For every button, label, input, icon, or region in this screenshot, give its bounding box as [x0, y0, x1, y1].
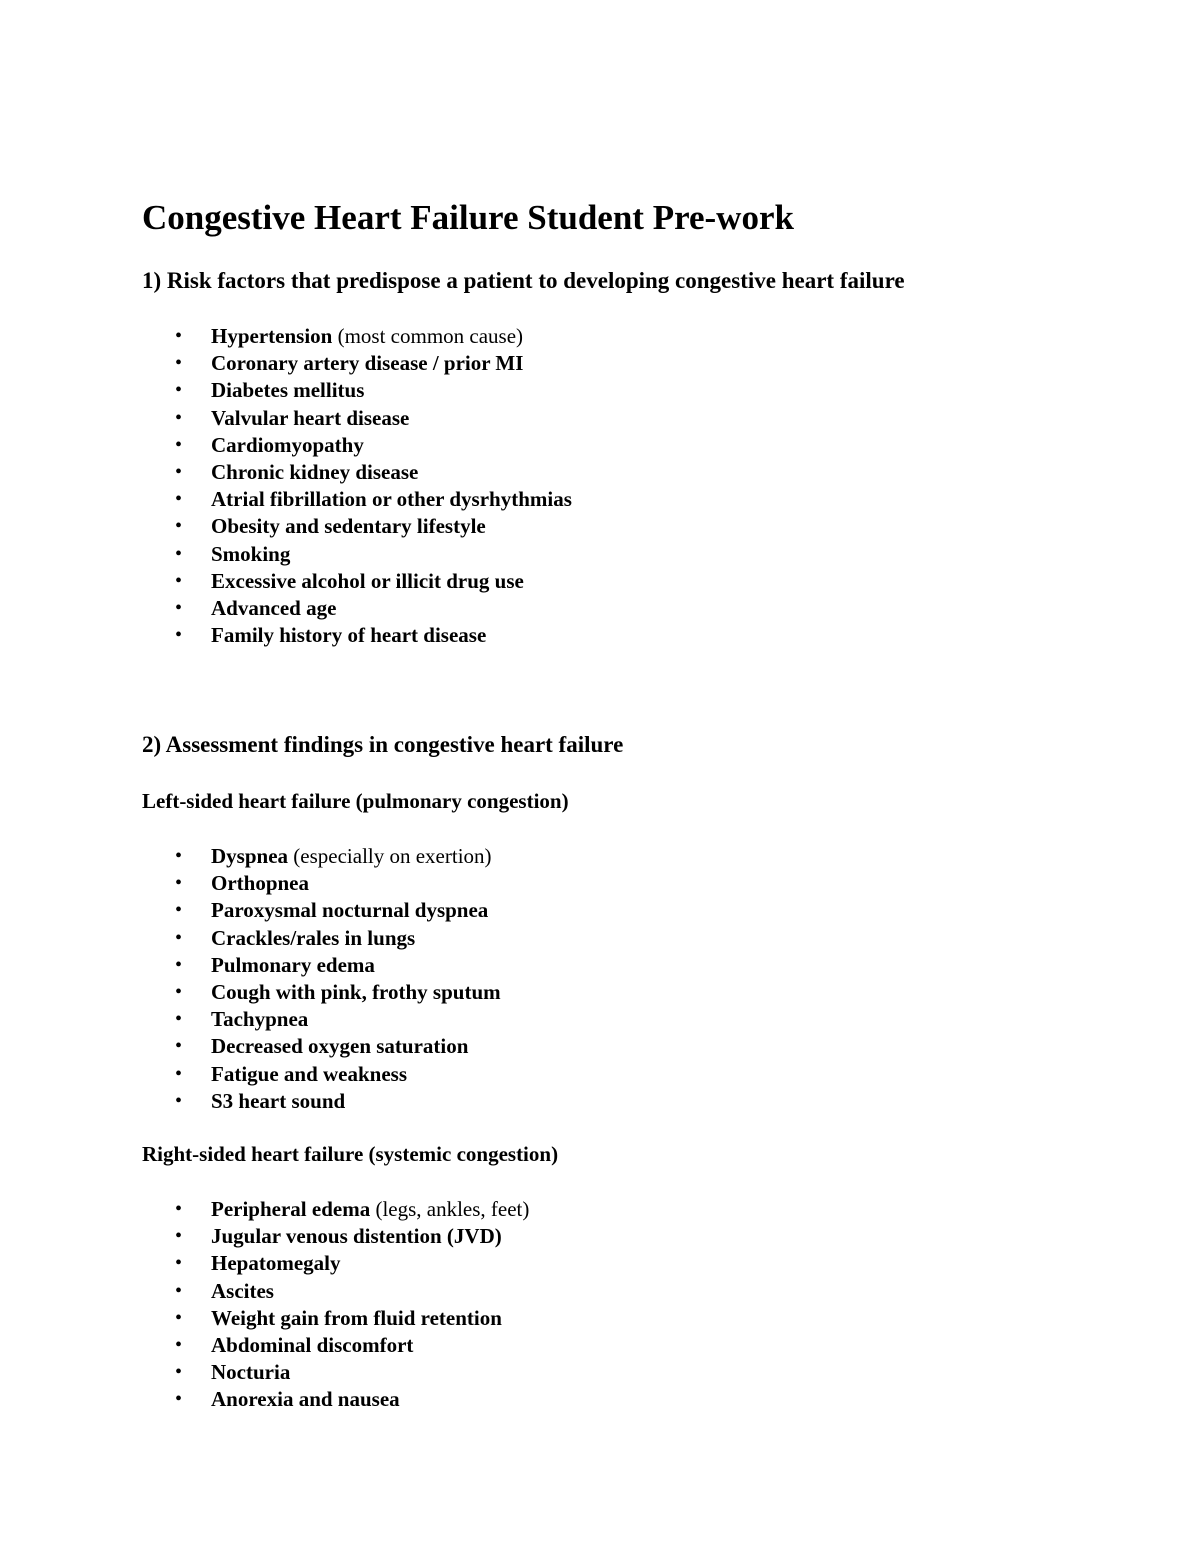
section-1-heading: 1) Risk factors that predispose a patient to developing congestive heart failure: [142, 268, 905, 293]
list-item: [142, 595, 572, 622]
list-item: [142, 405, 572, 432]
list-item: [142, 459, 572, 486]
list-item: [142, 1250, 529, 1277]
list-item: [142, 622, 572, 649]
list-item-text: Jugular venous distention (JVD): [211, 1224, 502, 1249]
list-item: [142, 1223, 529, 1250]
bullet-icon: •: [175, 1306, 183, 1329]
list-item-text: Nocturia: [211, 1360, 291, 1385]
list-item: [142, 1196, 529, 1223]
bullet-icon: •: [175, 1225, 183, 1248]
list-item-text: Valvular heart disease: [211, 405, 410, 430]
list-item: [142, 486, 572, 513]
bullet-icon: •: [175, 569, 183, 592]
list-item-text: Cardiomyopathy: [211, 432, 364, 457]
bullet-icon: •: [175, 624, 183, 647]
bullet-icon: •: [175, 899, 183, 922]
bullet-icon: •: [175, 1279, 183, 1302]
list-item-text: Tachypnea: [211, 1007, 309, 1032]
bullet-icon: •: [175, 1361, 183, 1384]
list-item-text: Hypertension: [211, 324, 333, 348]
bullet-icon: •: [175, 1252, 183, 1275]
list-item: [142, 897, 501, 924]
bullet-icon: •: [175, 953, 183, 976]
list-item: [142, 432, 572, 459]
bullet-icon: •: [175, 1198, 183, 1220]
section-2-heading: 2) Assessment findings in congestive heart failure: [142, 732, 624, 757]
list-item: [142, 568, 572, 595]
bullet-icon: •: [175, 1388, 183, 1411]
bullet-icon: •: [175, 845, 183, 867]
list-item-text: Family history of heart disease: [211, 623, 487, 648]
list-item: [142, 541, 572, 568]
list-item-text: Smoking: [211, 541, 291, 566]
list-item: [142, 1386, 529, 1413]
list-item: [142, 870, 501, 897]
bullet-icon: •: [175, 1008, 183, 1031]
list-item: [142, 952, 501, 979]
list-item-text: Paroxysmal nocturnal dyspnea: [211, 898, 489, 923]
document-title: Congestive Heart Failure Student Pre-work: [142, 198, 794, 237]
list-item-text: S3 heart sound: [211, 1088, 346, 1113]
list-item: [142, 350, 572, 377]
left-sided-heading: Left-sided heart failure (pulmonary congestion): [142, 789, 569, 813]
list-item-text: Chronic kidney disease: [211, 459, 419, 484]
bullet-icon: •: [175, 596, 183, 619]
list-item-note: (especially on exertion): [288, 844, 492, 868]
list-item: [142, 843, 501, 870]
bullet-icon: •: [175, 433, 183, 456]
bullet-icon: •: [175, 1035, 183, 1058]
bullet-icon: •: [175, 515, 183, 538]
left-sided-findings-list: [142, 843, 501, 1115]
list-item-text: Hepatomegaly: [211, 1251, 341, 1276]
bullet-icon: •: [175, 379, 183, 402]
bullet-icon: •: [175, 460, 183, 483]
list-item-text: Coronary artery disease / prior MI: [211, 351, 524, 376]
bullet-icon: •: [175, 325, 183, 347]
bullet-icon: •: [175, 872, 183, 895]
list-item: [142, 1033, 501, 1060]
list-item-text: Advanced age: [211, 595, 337, 620]
bullet-icon: •: [175, 980, 183, 1003]
bullet-icon: •: [175, 488, 183, 511]
list-item-text: Dyspnea: [211, 844, 289, 868]
list-item-note: (most common cause): [332, 324, 524, 348]
list-item-text: Decreased oxygen saturation: [211, 1034, 469, 1059]
list-item: [142, 1359, 529, 1386]
list-item-text: Peripheral edema: [211, 1197, 371, 1221]
list-item: [142, 1088, 501, 1115]
risk-factors-list: [142, 323, 572, 649]
list-item-text: Diabetes mellitus: [211, 378, 365, 403]
list-item-text: Abdominal discomfort: [211, 1332, 414, 1357]
right-sided-heading: Right-sided heart failure (systemic congestion): [142, 1142, 559, 1166]
list-item: [142, 1061, 501, 1088]
list-item-text: Anorexia and nausea: [211, 1387, 400, 1412]
bullet-icon: •: [175, 1089, 183, 1112]
bullet-icon: •: [175, 1062, 183, 1085]
list-item-text: Atrial fibrillation or other dysrhythmias: [211, 487, 572, 512]
list-item-text: Crackles/rales in lungs: [211, 925, 416, 950]
list-item: [142, 513, 572, 540]
list-item: [142, 377, 572, 404]
list-item: [142, 1332, 529, 1359]
list-item: [142, 323, 572, 350]
bullet-icon: •: [175, 352, 183, 375]
list-item: [142, 1006, 501, 1033]
list-item-text: Cough with pink, frothy sputum: [211, 979, 501, 1004]
bullet-icon: •: [175, 542, 183, 565]
bullet-icon: •: [175, 926, 183, 949]
list-item-text: Ascites: [211, 1278, 274, 1303]
list-item-text: Weight gain from fluid retention: [211, 1305, 502, 1330]
bullet-icon: •: [175, 406, 183, 429]
list-item-text: Orthopnea: [211, 871, 310, 896]
list-item: [142, 1278, 529, 1305]
list-item-text: Pulmonary edema: [211, 952, 375, 977]
list-item-text: Fatigue and weakness: [211, 1061, 408, 1086]
list-item-note: (legs, ankles, feet): [370, 1197, 530, 1221]
bullet-icon: •: [175, 1333, 183, 1356]
list-item: [142, 979, 501, 1006]
list-item-text: Excessive alcohol or illicit drug use: [211, 568, 524, 593]
list-item-text: Obesity and sedentary lifestyle: [211, 514, 486, 539]
list-item: [142, 925, 501, 952]
right-sided-findings-list: [142, 1196, 529, 1414]
list-item: [142, 1305, 529, 1332]
